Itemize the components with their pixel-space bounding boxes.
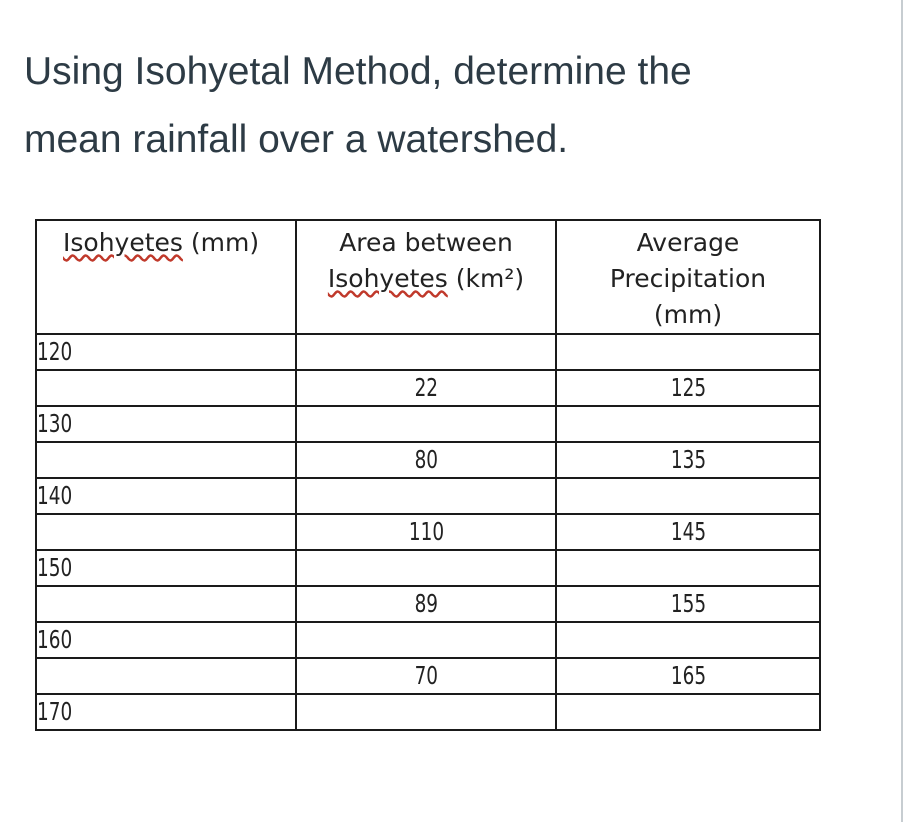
isohyete-empty-cell <box>36 442 296 478</box>
table-row <box>36 622 820 658</box>
header-area-line-1: Area between <box>339 228 513 257</box>
header-area-word: Isohyetes <box>327 264 448 293</box>
table-row <box>36 334 820 370</box>
table-row <box>36 586 820 622</box>
header-area <box>296 220 556 334</box>
table-row <box>36 514 820 550</box>
area-empty-cell <box>296 334 556 370</box>
precip-value <box>556 586 820 622</box>
area-value-text: 80 <box>414 445 438 474</box>
isohyete-value <box>36 334 296 370</box>
isohyete-value-text: 160 <box>37 625 73 654</box>
isohyete-value-text: 120 <box>37 337 73 366</box>
precip-value-text: 145 <box>670 517 706 546</box>
isohyete-empty-cell <box>36 658 296 694</box>
precip-value-text: 135 <box>670 445 706 474</box>
isohyete-value-text: 150 <box>37 553 73 582</box>
page-right-border <box>901 0 903 822</box>
precip-empty-cell <box>556 406 820 442</box>
area-empty-cell <box>296 550 556 586</box>
table-row <box>36 694 820 730</box>
precip-empty-cell <box>556 694 820 730</box>
header-precip-line-2: Precipitation <box>609 264 767 293</box>
area-value <box>296 442 556 478</box>
header-area-line-2: Isohyetes (km²) <box>327 264 525 293</box>
precip-value <box>556 370 820 406</box>
precip-value <box>556 442 820 478</box>
question-line-1: Using Isohyetal Method, determine the <box>24 50 692 93</box>
area-value <box>296 370 556 406</box>
area-empty-cell <box>296 478 556 514</box>
precip-empty-cell <box>556 478 820 514</box>
header-isohyetes <box>36 220 296 334</box>
area-empty-cell <box>296 622 556 658</box>
isohyete-value-text: 130 <box>37 409 73 438</box>
area-value <box>296 658 556 694</box>
isohyete-value-text: 170 <box>37 697 73 726</box>
area-empty-cell <box>296 694 556 730</box>
isohyete-empty-cell <box>36 514 296 550</box>
area-value-text: 110 <box>408 517 444 546</box>
isohyete-empty-cell <box>36 370 296 406</box>
isohyete-value-text: 140 <box>37 481 73 510</box>
isohyete-value <box>36 550 296 586</box>
isohyete-empty-cell <box>36 586 296 622</box>
precip-value <box>556 658 820 694</box>
table-header-row <box>36 220 820 334</box>
question-text <box>24 38 884 174</box>
area-value <box>296 514 556 550</box>
area-value-text: 89 <box>414 589 438 618</box>
precip-empty-cell <box>556 550 820 586</box>
area-value <box>296 586 556 622</box>
area-empty-cell <box>296 406 556 442</box>
precip-empty-cell <box>556 334 820 370</box>
table-body <box>36 334 820 730</box>
header-precip-line-1: Average <box>636 228 740 257</box>
table-row <box>36 370 820 406</box>
header-precipitation <box>556 220 820 334</box>
isohyetal-table <box>35 219 821 731</box>
isohyetal-table-container <box>35 219 821 731</box>
header-isohyetes-word: Isohyetes <box>63 228 183 257</box>
table-row <box>36 478 820 514</box>
isohyete-value <box>36 406 296 442</box>
table-row <box>36 442 820 478</box>
precip-empty-cell <box>556 622 820 658</box>
question-line-2: mean rainfall over a watershed. <box>24 118 569 161</box>
area-value-text: 70 <box>414 661 438 690</box>
table-row <box>36 658 820 694</box>
isohyete-value <box>36 478 296 514</box>
precip-value-text: 165 <box>670 661 706 690</box>
table-row <box>36 550 820 586</box>
table-row <box>36 406 820 442</box>
header-isohyetes-unit: (mm) <box>182 228 260 257</box>
precip-value-text: 125 <box>670 373 706 402</box>
area-value-text: 22 <box>414 373 438 402</box>
isohyete-value <box>36 622 296 658</box>
precip-value <box>556 514 820 550</box>
header-precip-line-3: (mm) <box>653 300 723 329</box>
isohyete-value <box>36 694 296 730</box>
precip-value-text: 155 <box>670 589 706 618</box>
